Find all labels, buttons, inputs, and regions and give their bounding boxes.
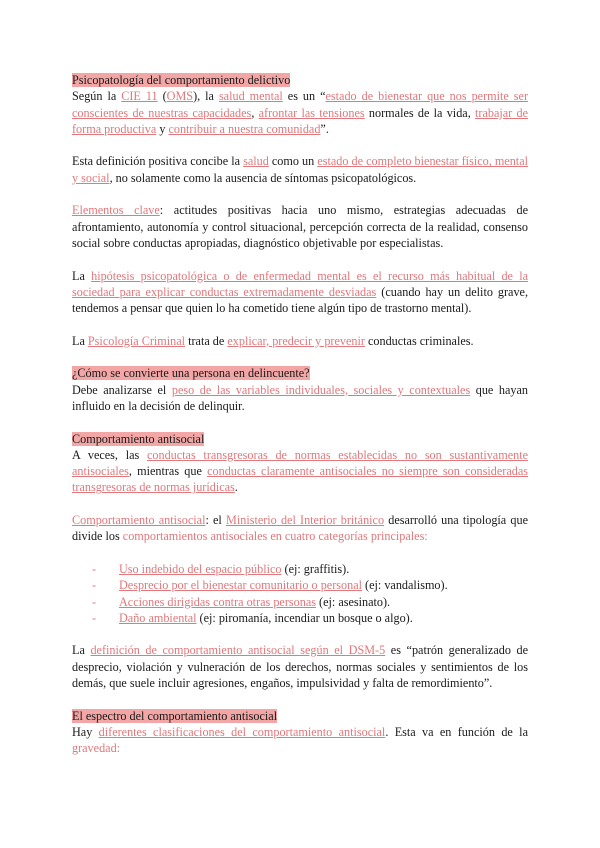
section-heading: [72, 708, 528, 724]
heading-espectro: El espectro del comportamiento antisocial: [72, 708, 278, 723]
text: , no solamente como la ausencia de síntomas psicopatológicos.: [109, 170, 417, 185]
text: La: [72, 643, 91, 658]
link-afrontar-tensiones[interactable]: afrontar las tensiones: [258, 105, 365, 120]
paragraph-clasificaciones: [72, 724, 528, 757]
paragraph-elementos-clave: [72, 202, 528, 251]
link-peso-variables[interactable]: peso de las variables individuales, sociales y contextuales: [171, 382, 471, 397]
text: ”.: [320, 121, 329, 136]
pink-text-categorias: comportamientos antisociales en cuatro categorías principales:: [122, 529, 428, 544]
text: normales de la vida,: [364, 105, 476, 120]
link-estado-bienestar[interactable]: estado de bienestar que nos permite ser conscientes de nuestras capacidades: [72, 89, 529, 120]
text: desarrolló una tipología que divide los: [72, 513, 528, 544]
link-explicar-predecir[interactable]: explicar, predecir y prevenir: [227, 333, 365, 348]
text: (ej: graffitis).: [281, 561, 350, 576]
document-page: [72, 72, 528, 756]
text: . Esta va en función de la: [385, 724, 528, 739]
text: , mientras que: [128, 464, 208, 479]
dash-bullet: -: [92, 610, 97, 625]
text: La: [72, 268, 92, 283]
text: ), la: [193, 89, 219, 104]
link-cie11[interactable]: CIE 11: [121, 89, 158, 104]
paragraph-salud-mental: [72, 88, 528, 137]
link-acciones-dirigidas[interactable]: Acciones dirigidas contra otras personas: [119, 594, 316, 609]
text: es un “: [282, 89, 326, 104]
paragraph-tipologia: [72, 512, 528, 545]
text: trata de: [185, 333, 228, 348]
text: que hayan influido en la decisión de delinquir.: [72, 382, 528, 413]
link-oms[interactable]: OMS: [166, 89, 194, 104]
link-salud-mental[interactable]: salud mental: [218, 89, 283, 104]
link-desprecio-bienestar[interactable]: Desprecio por el bienestar comunitario o personal: [119, 578, 362, 593]
link-hipotesis-psicopatologica[interactable]: hipótesis psicopatológica o de enfermedad mental es el recurso más habitual de la sociedad para explicar conductas extremadamente desviadas: [72, 268, 528, 299]
text: (ej: vandalismo).: [362, 578, 448, 593]
text: ,: [251, 105, 259, 120]
list-item: [92, 610, 528, 626]
dash-bullet: -: [92, 561, 97, 576]
link-psicologia-criminal[interactable]: Psicología Criminal: [87, 333, 186, 348]
heading-comportamiento-antisocial: Comportamiento antisocial: [72, 431, 205, 446]
link-comportamiento-antisocial[interactable]: Comportamiento antisocial: [72, 513, 206, 528]
paragraph-definicion-positiva: [72, 153, 528, 186]
heading-psicopatologia: Psicopatología del comportamiento delictivo: [72, 73, 291, 87]
text: Según la: [72, 89, 122, 104]
text: y: [156, 121, 169, 136]
text: .: [234, 480, 238, 495]
paragraph-a-veces: [72, 447, 528, 496]
text: es “patrón generalizado de desprecio, violación y vulneración de los derechos, normas sociales y sentimientos de los demás, que suele incluir agresiones, engaños, impulsividad y falta de remordimiento”.: [72, 643, 528, 690]
link-uso-indebido[interactable]: Uso indebido del espacio público: [119, 561, 282, 576]
dash-bullet: -: [92, 594, 97, 609]
link-dano-ambiental[interactable]: Daño ambiental: [119, 610, 197, 625]
text: (ej: asesinato).: [315, 594, 391, 609]
link-contribuir-comunidad[interactable]: contribuir a nuestra comunidad: [168, 121, 321, 136]
text: conductas criminales.: [364, 333, 474, 348]
list-item: [92, 594, 528, 610]
text: Hay: [72, 724, 99, 739]
text: Esta definición positiva concibe la: [72, 154, 244, 169]
list-item: [92, 577, 528, 593]
text: (: [157, 89, 167, 104]
text: Debe analizarse el: [72, 382, 172, 397]
link-diferentes-clasificaciones[interactable]: diferentes clasificaciones del comportamiento antisocial: [98, 724, 386, 739]
text: : el: [205, 513, 226, 528]
paragraph-dsm5: [72, 642, 528, 691]
paragraph-psicologia-criminal: [72, 333, 528, 349]
link-elementos-clave[interactable]: Elementos clave: [72, 203, 160, 218]
link-estado-completo-bienestar[interactable]: estado de completo bienestar físico, mental y social: [72, 154, 528, 185]
categories-list: [72, 561, 528, 626]
text: (ej: piromanía, incendiar un bosque o algo).: [196, 610, 413, 625]
paragraph-analizarse: [72, 382, 528, 415]
link-definicion-dsm5[interactable]: definición de comportamiento antisocial según el DSM-5: [90, 643, 386, 658]
text: La: [72, 333, 88, 348]
link-salud[interactable]: salud: [243, 154, 269, 169]
section-heading: [72, 431, 528, 447]
dash-bullet: -: [92, 578, 97, 593]
link-conductas-transgresoras[interactable]: conductas transgresoras de normas establecidas no son sustantivamente antisociales: [72, 447, 528, 479]
section-heading: [72, 365, 528, 381]
list-item: [92, 561, 528, 577]
link-trabajar-productiva[interactable]: trabajar de forma productiva: [72, 105, 529, 136]
heading-delincuente: ¿Cómo se convierte una persona en delincuente?: [72, 366, 310, 381]
link-ministerio-interior[interactable]: Ministerio del Interior británico: [226, 513, 385, 528]
text: :: [116, 741, 121, 756]
paragraph-hipotesis: [72, 268, 528, 317]
text: : actitudes positivas hacia uno mismo, estrategias adecuadas de afrontamiento, autonomía y control situacional, percepción correcta de la realidad, consenso social sobre conductas apropiadas, diagnóstico objetivable por especialistas.: [72, 203, 529, 250]
text: A veces, las: [72, 447, 147, 462]
text: como un: [268, 154, 318, 169]
text: (cuando hay un delito grave, tendemos a pensar que quien lo ha cometido tiene algún tipo de trastorno mental).: [72, 284, 528, 316]
section-heading: [72, 72, 528, 88]
pink-text-gravedad: gravedad: [72, 741, 117, 756]
link-conductas-antisociales[interactable]: conductas claramente antisociales no siempre son consideradas transgresoras de normas jurídicas: [72, 464, 528, 495]
